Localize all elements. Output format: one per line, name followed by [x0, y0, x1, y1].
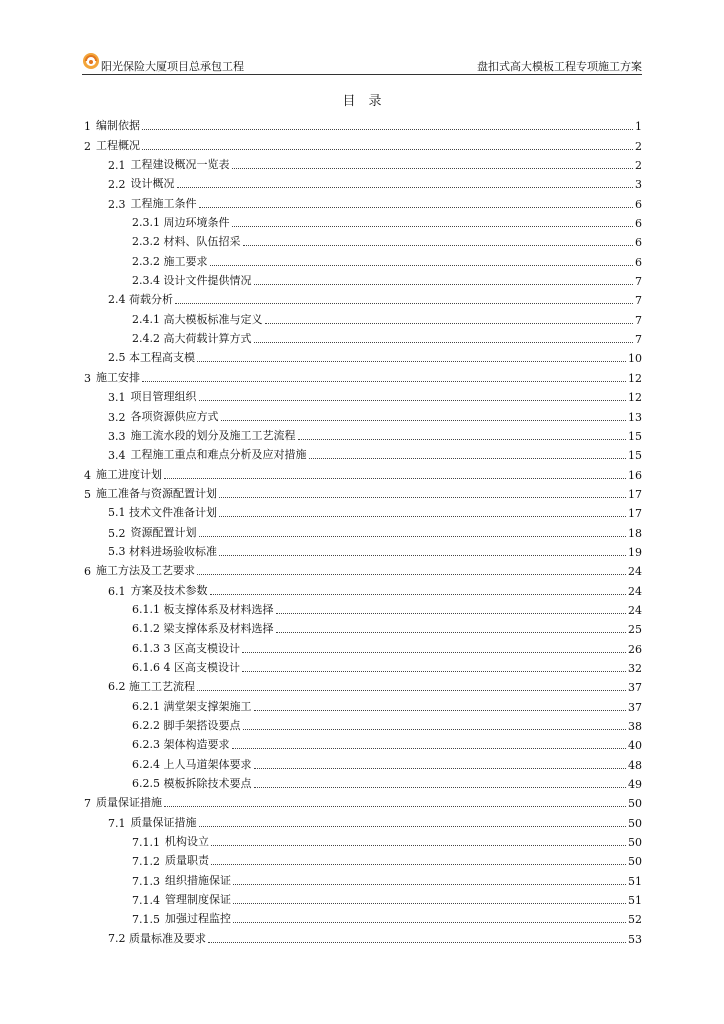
- toc-entry-title: 编制依据: [96, 119, 140, 133]
- toc-entry-title: 6.2.5 模板拆除技术要点: [132, 777, 252, 791]
- toc-entry[interactable]: [84, 907, 642, 926]
- toc-dot-leader: [243, 245, 634, 246]
- toc-dot-leader: [164, 478, 626, 479]
- toc-entry[interactable]: [84, 462, 642, 481]
- toc-entry-page-number: 13: [628, 410, 642, 424]
- toc-entry[interactable]: [84, 404, 642, 423]
- toc-entry-number: 7: [84, 797, 91, 811]
- toc-entry-title: 6.2.3 架体构造要求: [132, 738, 230, 752]
- toc-entry-number: 6.1: [108, 584, 126, 598]
- toc-entry-number: 7.1.5: [132, 913, 160, 927]
- header-document-title: 盘扣式高大模板工程专项施工方案: [477, 60, 642, 73]
- toc-entry-number: 5.2: [108, 526, 126, 540]
- toc-dot-leader: [199, 207, 634, 208]
- toc-entry[interactable]: [84, 230, 642, 249]
- toc-dot-leader: [142, 381, 626, 382]
- toc-entry[interactable]: [84, 288, 642, 307]
- toc-entry-title: 设计概况: [130, 177, 175, 191]
- toc-dot-leader: [142, 129, 633, 130]
- toc-entry[interactable]: [84, 578, 642, 597]
- toc-dot-leader: [309, 458, 627, 459]
- toc-dot-leader: [242, 671, 626, 672]
- toc-entry-title: 施工流水段的划分及施工工艺流程: [130, 428, 296, 442]
- toc-entry-title: 2.5 本工程高支模: [108, 351, 195, 365]
- toc-entry-title: 工程施工重点和难点分析及应对措施: [130, 448, 307, 462]
- toc-dot-leader: [208, 942, 626, 943]
- toc-entry-page-number: 49: [628, 778, 642, 792]
- toc-dot-leader: [142, 149, 633, 150]
- company-logo-icon: [82, 52, 100, 70]
- toc-dot-leader: [254, 768, 627, 769]
- toc-entry-page-number: 50: [628, 797, 642, 811]
- toc-entry-page-number: 17: [628, 507, 642, 521]
- toc-entry[interactable]: [84, 810, 642, 829]
- toc-entry-number: 3.1: [108, 391, 126, 405]
- toc-entry-number: 3.4: [108, 449, 126, 463]
- toc-entry-title: 6.1.1 板支撑体系及材料选择: [132, 602, 274, 616]
- toc-entry-page-number: 32: [628, 661, 642, 675]
- toc-entry-page-number: 24: [628, 584, 642, 598]
- toc-entry-page-number: 2: [635, 139, 642, 153]
- toc-entry[interactable]: [84, 849, 642, 868]
- toc-entry[interactable]: [84, 443, 642, 462]
- toc-entry-page-number: 50: [628, 855, 642, 869]
- toc-entry-title: 资源配置计划: [130, 525, 197, 539]
- toc-entry-title: 2.3.2 施工要求: [132, 254, 208, 268]
- toc-entry-page-number: 51: [628, 894, 642, 908]
- toc-entry[interactable]: [84, 675, 642, 694]
- toc-entry-page-number: 26: [628, 642, 642, 656]
- toc-dot-leader: [219, 516, 626, 517]
- toc-entry-page-number: 7: [635, 333, 642, 347]
- toc-entry-page-number: 19: [628, 545, 642, 559]
- toc-dot-leader: [254, 787, 627, 788]
- toc-dot-leader: [298, 439, 627, 440]
- toc-entry-number: 4: [84, 468, 91, 482]
- toc-entry-page-number: 1: [635, 120, 642, 134]
- toc-entry[interactable]: [84, 365, 642, 384]
- toc-entry-number: 3.3: [108, 429, 126, 443]
- toc-entry-page-number: 10: [628, 352, 642, 366]
- toc-entry-title: 质量职责: [165, 854, 209, 868]
- toc-entry-number: 3: [84, 371, 91, 385]
- toc-entry-page-number: 37: [628, 681, 642, 695]
- toc-entry-title: 5.3 材料进场验收标准: [108, 544, 217, 558]
- toc-entry-title: 7.2 质量标准及要求: [108, 931, 206, 945]
- toc-entry-title: 2.3.4 设计文件提供情况: [132, 274, 252, 288]
- toc-entry[interactable]: [84, 559, 642, 578]
- toc-entry-number: 2.1: [108, 159, 126, 173]
- toc-entry[interactable]: [84, 694, 642, 713]
- toc-dot-leader: [254, 710, 627, 711]
- toc-entry-title: 6.1.2 梁支撑体系及材料选择: [132, 622, 274, 636]
- toc-entry-title: 方案及技术参数: [130, 583, 208, 597]
- toc-entry-page-number: 3: [635, 178, 642, 192]
- toc-entry[interactable]: [84, 346, 642, 365]
- toc-entry-page-number: 24: [628, 603, 642, 617]
- toc-entry-title: 施工安排: [96, 370, 140, 384]
- toc-entry[interactable]: [84, 656, 642, 675]
- toc-entry[interactable]: [84, 269, 642, 288]
- toc-entry[interactable]: [84, 249, 642, 268]
- toc-dot-leader: [210, 265, 634, 266]
- toc-entry[interactable]: [84, 926, 642, 945]
- toc-entry-number: 7.1: [108, 816, 126, 830]
- toc-entry-title: 工程施工条件: [130, 196, 197, 210]
- toc-entry-page-number: 12: [628, 391, 642, 405]
- toc-dot-leader: [276, 613, 627, 614]
- toc-entry-title: 工程建设概况一览表: [130, 158, 230, 172]
- toc-entry-page-number: 18: [628, 526, 642, 540]
- toc-entry-title: 6.1.6 4 区高支模设计: [132, 660, 240, 674]
- toc-dot-leader: [175, 303, 633, 304]
- toc-entry-title: 5.1 技术文件准备计划: [108, 506, 217, 520]
- toc-entry-number: 7.1.3: [132, 874, 160, 888]
- toc-entry-page-number: 6: [635, 255, 642, 269]
- toc-entry-page-number: 12: [628, 371, 642, 385]
- toc-entry-page-number: 50: [628, 836, 642, 850]
- toc-entry[interactable]: [84, 211, 642, 230]
- toc-dot-leader: [211, 864, 626, 865]
- toc-dot-leader: [233, 903, 626, 904]
- toc-entry-page-number: 48: [628, 758, 642, 772]
- toc-dot-leader: [164, 806, 626, 807]
- toc-entry-title: 机构设立: [165, 835, 209, 849]
- toc-entry-number: 7.1.4: [132, 894, 160, 908]
- toc-entry[interactable]: [84, 191, 642, 210]
- toc-entry-page-number: 6: [635, 217, 642, 231]
- toc-entry-page-number: 50: [628, 816, 642, 830]
- toc-entry[interactable]: [84, 868, 642, 887]
- toc-entry-title: 质量保证措施: [130, 815, 197, 829]
- toc-entry-page-number: 52: [628, 913, 642, 927]
- toc-entry-page-number: 7: [635, 313, 642, 327]
- toc-entry-title: 施工方法及工艺要求: [96, 564, 195, 578]
- toc-dot-leader: [197, 574, 626, 575]
- toc-entry-title: 质量保证措施: [96, 796, 162, 810]
- toc-entry-title: 组织措施保证: [165, 873, 231, 887]
- toc-entry-title: 2.4 荷载分析: [108, 293, 173, 307]
- toc-dot-leader: [232, 748, 627, 749]
- toc-entry[interactable]: [84, 636, 642, 655]
- toc-dot-leader: [254, 284, 634, 285]
- header-project-name: 阳光保险大厦项目总承包工程: [101, 60, 244, 73]
- toc-entry[interactable]: [84, 520, 642, 539]
- toc-entry[interactable]: [84, 714, 642, 733]
- toc-entry-page-number: 6: [635, 197, 642, 211]
- toc-entry-page-number: 37: [628, 700, 642, 714]
- toc-entry[interactable]: [84, 617, 642, 636]
- toc-entry[interactable]: [84, 327, 642, 346]
- toc-entry-title: 6.2 施工工艺流程: [108, 680, 195, 694]
- toc-entry-title: 6.2.2 脚手架搭设要点: [132, 719, 241, 732]
- toc-dot-leader: [177, 187, 634, 188]
- toc-entry-number: 2.2: [108, 178, 126, 192]
- toc-dot-leader: [219, 555, 626, 556]
- toc-dot-leader: [233, 884, 626, 885]
- toc-dot-leader: [232, 168, 634, 169]
- toc-entry-title: 施工准备与资源配置计划: [96, 486, 217, 500]
- toc-entry-page-number: 38: [628, 720, 642, 733]
- toc-entry[interactable]: [84, 114, 642, 133]
- toc-entry[interactable]: [84, 598, 642, 617]
- toc-entry-number: 6: [84, 565, 91, 579]
- toc-entry-title: 6.1.3 3 区高支模设计: [132, 641, 240, 655]
- toc-entry-page-number: 17: [628, 487, 642, 501]
- toc-dot-leader: [197, 690, 626, 691]
- toc-dot-leader: [199, 826, 627, 827]
- page-header: [82, 50, 642, 75]
- toc-entry[interactable]: [84, 888, 642, 907]
- toc-entry[interactable]: [84, 772, 642, 791]
- toc-entry-title: 6.2.4 上人马道架体要求: [132, 757, 252, 771]
- toc-entry-page-number: 2: [635, 159, 642, 173]
- toc-entry-number: 3.2: [108, 410, 126, 424]
- toc-entry-title: 项目管理组织: [130, 390, 197, 404]
- toc-entry[interactable]: [84, 791, 642, 810]
- toc-entry-page-number: 53: [628, 932, 642, 946]
- toc-entry[interactable]: [84, 540, 642, 559]
- toc-dot-leader: [276, 632, 627, 633]
- toc-entry[interactable]: [84, 153, 642, 172]
- toc-entry-number: 7.1.2: [132, 855, 160, 869]
- toc-entry-title: 施工进度计划: [96, 467, 162, 481]
- toc-entry-page-number: 6: [635, 236, 642, 250]
- toc-dot-leader: [265, 323, 634, 324]
- toc-entry[interactable]: [84, 424, 642, 443]
- toc-entry-title: 工程概况: [96, 138, 140, 152]
- toc-dot-leader: [199, 536, 627, 537]
- toc-dot-leader: [211, 845, 626, 846]
- toc-entry[interactable]: [84, 172, 642, 191]
- toc-dot-leader: [243, 729, 627, 730]
- toc-dot-leader: [210, 594, 627, 595]
- toc-entry-title: 2.4.2 高大荷载计算方式: [132, 332, 252, 346]
- toc-dot-leader: [197, 361, 626, 362]
- toc-dot-leader: [219, 497, 626, 498]
- toc-dot-leader: [232, 226, 634, 227]
- toc-dot-leader: [221, 420, 627, 421]
- toc-dot-leader: [199, 400, 627, 401]
- toc-entry-number: 7.1.1: [132, 836, 160, 850]
- toc-entry-title: 管理制度保证: [165, 893, 231, 907]
- toc-entry-page-number: 7: [635, 294, 642, 308]
- toc-entry[interactable]: [84, 482, 642, 501]
- toc-dot-leader: [254, 342, 634, 343]
- toc-entry-page-number: 24: [628, 565, 642, 579]
- toc-entry[interactable]: [84, 752, 642, 771]
- table-of-contents: [84, 114, 642, 946]
- toc-entry-page-number: 16: [628, 468, 642, 482]
- toc-entry-title: 2.3.1 周边环境条件: [132, 216, 230, 230]
- toc-entry-title: 6.2.1 满堂架支撑架施工: [132, 699, 252, 713]
- toc-entry-page-number: 51: [628, 874, 642, 888]
- toc-entry-page-number: 15: [628, 429, 642, 443]
- toc-entry-title: 2.3.2 材料、队伍招采: [132, 235, 241, 249]
- toc-entry[interactable]: [84, 385, 642, 404]
- toc-entry[interactable]: [84, 133, 642, 152]
- toc-entry-title: 各项资源供应方式: [130, 409, 219, 423]
- toc-title: 目 录: [342, 94, 382, 109]
- toc-entry-title: 加强过程监控: [165, 912, 231, 926]
- toc-entry[interactable]: [84, 733, 642, 752]
- toc-entry-number: 2: [84, 139, 91, 153]
- toc-dot-leader: [233, 922, 626, 923]
- toc-entry[interactable]: [84, 307, 642, 326]
- toc-entry-number: 2.3: [108, 197, 126, 211]
- toc-entry-page-number: 40: [628, 739, 642, 753]
- toc-entry-number: 1: [84, 120, 91, 134]
- toc-entry[interactable]: [84, 501, 642, 520]
- toc-entry-title: 2.4.1 高大模板标准与定义: [132, 312, 263, 326]
- toc-entry-number: 5: [84, 487, 91, 501]
- toc-entry-page-number: 15: [628, 449, 642, 463]
- toc-entry[interactable]: [84, 830, 642, 849]
- toc-entry-page-number: 25: [628, 623, 642, 637]
- toc-dot-leader: [242, 652, 626, 653]
- toc-entry-page-number: 7: [635, 275, 642, 289]
